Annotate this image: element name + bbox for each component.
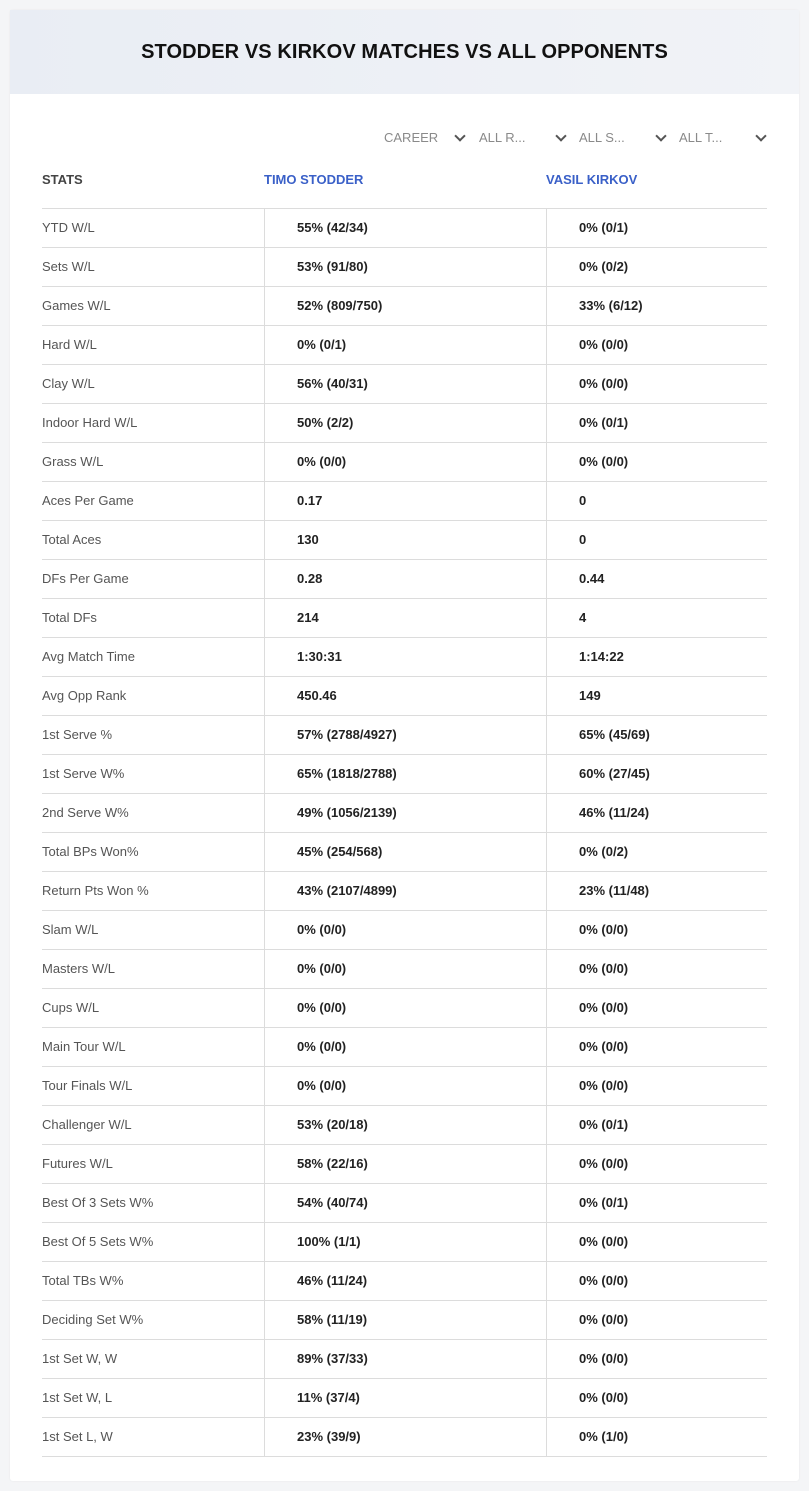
filter-bar <box>10 125 799 149</box>
filter-round-select[interactable] <box>479 125 567 149</box>
player2-cell <box>546 989 768 1027</box>
stat-label: Avg Opp Rank <box>42 688 127 703</box>
player2-cell <box>546 833 768 871</box>
table-row <box>42 482 767 521</box>
player2-cell <box>546 1301 768 1339</box>
stats-table <box>42 160 767 1457</box>
player2-value: 0% (0/0) <box>579 961 629 976</box>
filter-period-select[interactable] <box>384 125 466 149</box>
player2-cell <box>546 560 768 598</box>
player1-value: 53% (20/18) <box>297 1117 368 1132</box>
filter-label: ALL R... <box>479 129 526 145</box>
player2-cell <box>546 794 768 832</box>
table-row <box>42 1184 767 1223</box>
player2-cell <box>546 638 768 676</box>
stat-label: Deciding Set W% <box>42 1312 144 1327</box>
player1-cell <box>264 1418 546 1456</box>
chevron-down-icon <box>454 130 465 141</box>
player2-value: 0.44 <box>579 571 605 586</box>
player1-cell <box>264 1067 546 1105</box>
stat-label: Total TBs W% <box>42 1273 124 1288</box>
stat-label: Total BPs Won% <box>42 844 139 859</box>
player2-value: 0% (0/0) <box>579 454 629 469</box>
player2-cell <box>546 716 768 754</box>
player1-cell <box>264 443 546 481</box>
stat-label: Hard W/L <box>42 337 97 352</box>
stat-label: Return Pts Won % <box>42 883 149 898</box>
table-row <box>42 599 767 638</box>
player2-value: 0% (0/0) <box>579 1000 629 1015</box>
player1-cell <box>264 1223 546 1261</box>
filter-surface-select[interactable] <box>579 125 667 149</box>
table-row <box>42 1379 767 1418</box>
table-body <box>42 209 767 1457</box>
player1-cell <box>264 209 546 247</box>
player2-cell <box>546 482 768 520</box>
player1-cell <box>264 1262 546 1300</box>
player2-cell <box>546 677 768 715</box>
table-row <box>42 794 767 833</box>
stat-label: Grass W/L <box>42 454 104 469</box>
player2-value: 0% (1/0) <box>579 1429 629 1444</box>
stat-label: Futures W/L <box>42 1156 113 1171</box>
player1-cell <box>264 1184 546 1222</box>
player1-value: 58% (22/16) <box>297 1156 368 1171</box>
table-row <box>42 1301 767 1340</box>
stat-label: Tour Finals W/L <box>42 1078 133 1093</box>
player1-cell <box>264 1301 546 1339</box>
player2-cell <box>546 443 768 481</box>
table-row <box>42 365 767 404</box>
player2-cell <box>546 1145 768 1183</box>
stat-label: 1st Set W, W <box>42 1351 118 1366</box>
player2-cell <box>546 287 768 325</box>
player2-value: 149 <box>579 688 601 703</box>
player1-cell <box>264 599 546 637</box>
player1-value: 0% (0/0) <box>297 922 347 937</box>
player2-cell <box>546 365 768 403</box>
stat-label: Total Aces <box>42 532 102 547</box>
player2-value: 0% (0/1) <box>579 1195 629 1210</box>
player2-value: 0% (0/1) <box>579 415 629 430</box>
table-row <box>42 209 767 248</box>
player2-value: 0% (0/0) <box>579 922 629 937</box>
stat-label: Best Of 3 Sets W% <box>42 1195 154 1210</box>
table-row <box>42 443 767 482</box>
player1-value: 0% (0/0) <box>297 1000 347 1015</box>
table-row <box>42 248 767 287</box>
player2-cell <box>546 755 768 793</box>
player1-cell <box>264 950 546 988</box>
player1-value: 1:30:31 <box>297 649 342 664</box>
player1-value: 0% (0/0) <box>297 1039 347 1054</box>
player2-value: 46% (11/24) <box>579 805 650 820</box>
player2-value: 0% (0/0) <box>579 1078 629 1093</box>
player2-value: 0% (0/1) <box>579 220 629 235</box>
table-row <box>42 677 767 716</box>
player1-cell <box>264 1028 546 1066</box>
player2-cell <box>546 599 768 637</box>
player1-value: 0% (0/0) <box>297 454 347 469</box>
player1-cell <box>264 755 546 793</box>
table-row <box>42 1418 767 1457</box>
player1-cell <box>264 365 546 403</box>
player2-value: 0% (0/0) <box>579 1156 629 1171</box>
player2-value: 0% (0/0) <box>579 1351 629 1366</box>
player1-value: 23% (39/9) <box>297 1429 361 1444</box>
table-row <box>42 326 767 365</box>
player1-value: 46% (11/24) <box>297 1273 368 1288</box>
player1-value: 50% (2/2) <box>297 415 354 430</box>
player1-cell <box>264 404 546 442</box>
table-row <box>42 1106 767 1145</box>
filter-label: ALL T... <box>679 129 723 145</box>
player1-cell <box>264 560 546 598</box>
stat-label: Challenger W/L <box>42 1117 132 1132</box>
player1-value: 0% (0/1) <box>297 337 347 352</box>
player1-cell <box>264 794 546 832</box>
stat-label: Masters W/L <box>42 961 115 976</box>
player2-cell <box>546 1067 768 1105</box>
table-row <box>42 560 767 599</box>
player2-value: 0 <box>579 493 587 508</box>
chevron-down-icon <box>555 130 566 141</box>
table-row <box>42 287 767 326</box>
table-row <box>42 1067 767 1106</box>
stat-label: Best Of 5 Sets W% <box>42 1234 154 1249</box>
player1-cell <box>264 521 546 559</box>
player2-value: 0% (0/0) <box>579 1390 629 1405</box>
player2-cell <box>546 1223 768 1261</box>
player1-value: 65% (1818/2788) <box>297 766 397 781</box>
player1-value: 0.17 <box>297 493 323 508</box>
player2-value: 0% (0/0) <box>579 337 629 352</box>
stat-label: Avg Match Time <box>42 649 135 664</box>
table-row <box>42 1145 767 1184</box>
table-header <box>42 160 767 209</box>
player2-cell <box>546 911 768 949</box>
page-title: STODDER VS KIRKOV MATCHES VS ALL OPPONENTS <box>141 40 668 63</box>
stats-card <box>10 10 799 1481</box>
player1-cell <box>264 248 546 286</box>
player1-cell <box>264 1379 546 1417</box>
player1-value: 53% (91/80) <box>297 259 368 274</box>
table-row <box>42 716 767 755</box>
player2-cell <box>546 1184 768 1222</box>
player2-cell <box>546 1379 768 1417</box>
player1-value: 130 <box>297 532 319 547</box>
stat-label: Slam W/L <box>42 922 99 937</box>
player1-value: 450.46 <box>297 688 337 703</box>
player2-cell <box>546 1106 768 1144</box>
player1-value: 58% (11/19) <box>297 1312 368 1327</box>
table-row <box>42 1262 767 1301</box>
chevron-down-icon <box>655 130 666 141</box>
player1-cell <box>264 1106 546 1144</box>
player2-value: 0% (0/0) <box>579 1039 629 1054</box>
filter-label: ALL S... <box>579 129 625 145</box>
player2-cell <box>546 521 768 559</box>
stat-label: 2nd Serve W% <box>42 805 129 820</box>
player1-value: 49% (1056/2139) <box>297 805 397 820</box>
player1-value: 214 <box>297 610 319 625</box>
player2-value: 0% (0/1) <box>579 1117 629 1132</box>
player1-value: 11% (37/4) <box>297 1390 360 1405</box>
stat-label: 1st Serve % <box>42 727 113 742</box>
filter-tournament-select[interactable] <box>679 125 767 149</box>
table-row <box>42 755 767 794</box>
player2-value: 0% (0/0) <box>579 1312 629 1327</box>
player1-value: 43% (2107/4899) <box>297 883 397 898</box>
player1-cell <box>264 1340 546 1378</box>
player1-cell <box>264 716 546 754</box>
player2-cell <box>546 1340 768 1378</box>
column-header-player1[interactable]: TIMO STODDER <box>264 172 364 187</box>
table-row <box>42 1028 767 1067</box>
filter-label: CAREER <box>384 129 439 145</box>
player1-value: 0% (0/0) <box>297 961 347 976</box>
table-row <box>42 833 767 872</box>
player2-cell <box>546 1418 768 1456</box>
player2-value: 65% (45/69) <box>579 727 650 742</box>
player1-cell <box>264 833 546 871</box>
player1-cell <box>264 482 546 520</box>
player2-value: 4 <box>579 610 587 625</box>
player2-value: 23% (11/48) <box>579 883 650 898</box>
stat-label: Games W/L <box>42 298 111 313</box>
player2-cell <box>546 404 768 442</box>
stat-label: Main Tour W/L <box>42 1039 126 1054</box>
stat-label: Cups W/L <box>42 1000 100 1015</box>
player1-value: 100% (1/1) <box>297 1234 361 1249</box>
player1-cell <box>264 989 546 1027</box>
player2-value: 0% (0/0) <box>579 1273 629 1288</box>
player2-value: 0 <box>579 532 587 547</box>
stat-label: Sets W/L <box>42 259 95 274</box>
table-row <box>42 911 767 950</box>
player1-cell <box>264 911 546 949</box>
table-row <box>42 1223 767 1262</box>
player1-value: 57% (2788/4927) <box>297 727 397 742</box>
player2-value: 33% (6/12) <box>579 298 643 313</box>
stat-label: Indoor Hard W/L <box>42 415 138 430</box>
player2-value: 0% (0/0) <box>579 376 629 391</box>
chevron-down-icon <box>755 130 766 141</box>
player1-cell <box>264 326 546 364</box>
player1-cell <box>264 1145 546 1183</box>
player1-value: 0% (0/0) <box>297 1078 347 1093</box>
player2-cell <box>546 248 768 286</box>
player2-value: 0% (0/0) <box>579 1234 629 1249</box>
stat-label: 1st Set L, W <box>42 1429 113 1444</box>
column-header-player2[interactable]: VASIL KIRKOV <box>546 172 638 187</box>
player1-value: 52% (809/750) <box>297 298 383 313</box>
player2-cell <box>546 950 768 988</box>
player1-cell <box>264 638 546 676</box>
stat-label: Clay W/L <box>42 376 95 391</box>
stat-label: DFs Per Game <box>42 571 129 586</box>
player1-cell <box>264 872 546 910</box>
player1-value: 55% (42/34) <box>297 220 368 235</box>
player2-cell <box>546 326 768 364</box>
table-row <box>42 950 767 989</box>
stat-label: 1st Serve W% <box>42 766 125 781</box>
player2-cell <box>546 1028 768 1066</box>
table-row <box>42 872 767 911</box>
player2-cell <box>546 209 768 247</box>
player2-value: 60% (27/45) <box>579 766 650 781</box>
stat-label: Total DFs <box>42 610 97 625</box>
player2-value: 1:14:22 <box>579 649 624 664</box>
table-row <box>42 989 767 1028</box>
player2-cell <box>546 1262 768 1300</box>
player1-value: 89% (37/33) <box>297 1351 368 1366</box>
stat-label: Aces Per Game <box>42 493 134 508</box>
player1-cell <box>264 677 546 715</box>
table-row <box>42 521 767 560</box>
player1-value: 54% (40/74) <box>297 1195 368 1210</box>
table-row <box>42 638 767 677</box>
player2-value: 0% (0/2) <box>579 259 629 274</box>
card-header <box>10 10 799 94</box>
stat-label: YTD W/L <box>42 220 95 235</box>
player1-value: 0.28 <box>297 571 323 586</box>
stat-label: 1st Set W, L <box>42 1390 113 1405</box>
player1-value: 45% (254/568) <box>297 844 383 859</box>
player1-value: 56% (40/31) <box>297 376 368 391</box>
player1-cell <box>264 287 546 325</box>
column-header-stats: STATS <box>42 172 83 187</box>
player2-value: 0% (0/2) <box>579 844 629 859</box>
player2-cell <box>546 872 768 910</box>
table-row <box>42 404 767 443</box>
table-row <box>42 1340 767 1379</box>
